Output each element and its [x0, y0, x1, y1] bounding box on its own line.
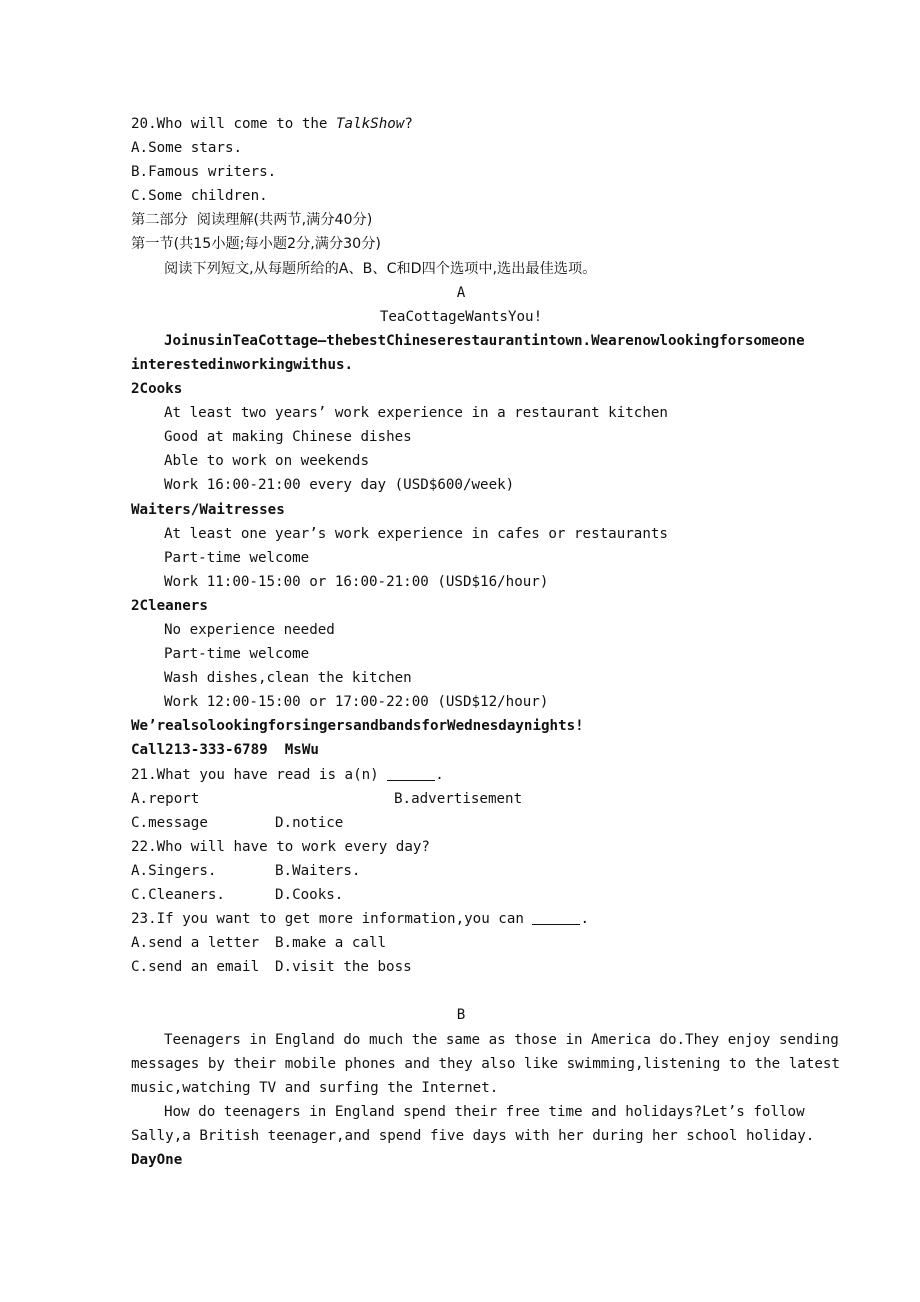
q20-option-b: B.Famous writers.: [131, 164, 277, 181]
passage-b-para1-line3: music,watching TV and surfing the Internet.: [131, 1079, 499, 1096]
job-waiters-detail: Work 11:00-15:00 or 16:00-21:00 (USD$16/hour): [164, 573, 549, 590]
q23-option-b: B.make a call: [275, 935, 387, 952]
q20-show-title: TalkShow: [336, 116, 405, 132]
q21-option-d: D.notice: [275, 814, 344, 831]
question-21-stem: [131, 763, 791, 787]
q22-option-b: B.Waiters.: [275, 862, 361, 879]
q22-option-d: D.Cooks.: [275, 887, 344, 903]
q21-option-c: C.message: [131, 814, 208, 831]
passage-b-para2-line1: How do teenagers in England spend their free time and holidays?Let’s follow: [164, 1103, 805, 1120]
q20-stem-text: 20.Who will come to the: [131, 116, 336, 132]
q20-option-c: C.Some children.: [131, 188, 268, 205]
q21-stem-end: .: [435, 766, 444, 783]
q23-option-c: C.send an email: [131, 959, 260, 976]
job-cooks-detail: Good at making Chinese dishes: [164, 429, 412, 446]
passage-a-also-looking: We’realsolookingforsingersandbandsforWednesdaynights!: [131, 718, 584, 735]
job-waiters-detail: Part-time welcome: [164, 549, 310, 566]
passage-a-letter: A: [456, 284, 466, 301]
job-waiters-heading: Waiters/Waitresses: [131, 501, 285, 518]
q22-options-row1: [131, 859, 791, 883]
passage-a-intro-line1: JoinusinTeaCottage—thebestChineserestaurantintown.Wearenowlookingforsomeone: [164, 332, 805, 349]
passage-a-title: TeaCottageWantsYou!: [379, 308, 543, 325]
job-cooks-heading: 2Cooks: [131, 381, 183, 398]
job-cleaners-detail: No experience needed: [164, 621, 335, 638]
passage-b-para2-line2: Sally,a British teenager,and spend five days with her during her school holiday.: [131, 1127, 815, 1144]
section-spacer: [131, 979, 791, 1003]
reading-instruction: 阅读下列短文,从每题所给的A、B、C和D四个选项中,选出最佳选项。: [164, 260, 597, 277]
exam-page: [131, 112, 840, 1172]
q21-stem-text: 21.What you have read is a(n): [131, 766, 388, 783]
section1-title: 第一节(共15小题;每小题2分,满分30分): [131, 236, 381, 253]
q20-stem-end: ?: [404, 116, 413, 132]
passage-a-intro-line2: interestedinworkingwithus.: [131, 356, 354, 373]
job-cleaners-detail: Part-time welcome: [164, 646, 310, 663]
passage-a-contact: Call213-333-6789 MsWu: [131, 742, 319, 759]
q21-options-row1: [131, 787, 791, 811]
q21-option-a: A.report: [131, 790, 200, 807]
job-cleaners-detail: Wash dishes,clean the kitchen: [164, 670, 412, 687]
q23-stem-text: 23.If you want to get more information,you can: [131, 911, 533, 928]
part2-title: 第二部分 阅读理解(共两节,满分40分): [131, 212, 373, 229]
day-one-heading: DayOne: [131, 1152, 183, 1169]
q22-option-a: A.Singers.: [131, 862, 217, 879]
passage-b-letter: B: [456, 1007, 466, 1024]
q20-option-a: A.Some stars.: [131, 140, 243, 157]
job-cleaners-heading: 2Cleaners: [131, 597, 208, 614]
job-cooks-detail: At least two years’ work experience in a restaurant kitchen: [164, 405, 668, 422]
passage-b-para1-line1: Teenagers in England do much the same as those in America do.They enjoy sending: [164, 1031, 839, 1048]
q23-answer-blank: [532, 910, 580, 925]
q22-options-row2: [131, 883, 791, 907]
q23-options-row1: [131, 931, 791, 955]
question-22-stem: 22.Who will have to work every day?: [131, 838, 430, 855]
question-23-stem: [131, 907, 791, 931]
passage-b-para1-line2: messages by their mobile phones and they also like swimming,listening to the latest: [131, 1055, 840, 1072]
q21-answer-blank: [387, 766, 435, 781]
q22-option-c: C.Cleaners.: [131, 887, 225, 903]
q23-option-d: D.visit the boss: [275, 959, 412, 976]
q21-option-b: B.advertisement: [394, 790, 523, 807]
q23-option-a: A.send a letter: [131, 935, 260, 952]
q23-stem-end: .: [580, 911, 590, 928]
q21-options-row2: [131, 811, 791, 835]
job-cooks-detail: Able to work on weekends: [164, 453, 369, 470]
question-20-stem: [131, 112, 791, 136]
job-waiters-detail: At least one year’s work experience in cafes or restaurants: [164, 525, 668, 542]
q23-options-row2: [131, 955, 791, 979]
job-cooks-detail: Work 16:00-21:00 every day (USD$600/week): [164, 477, 515, 494]
job-cleaners-detail: Work 12:00-15:00 or 17:00-22:00 (USD$12/hour): [164, 694, 549, 711]
